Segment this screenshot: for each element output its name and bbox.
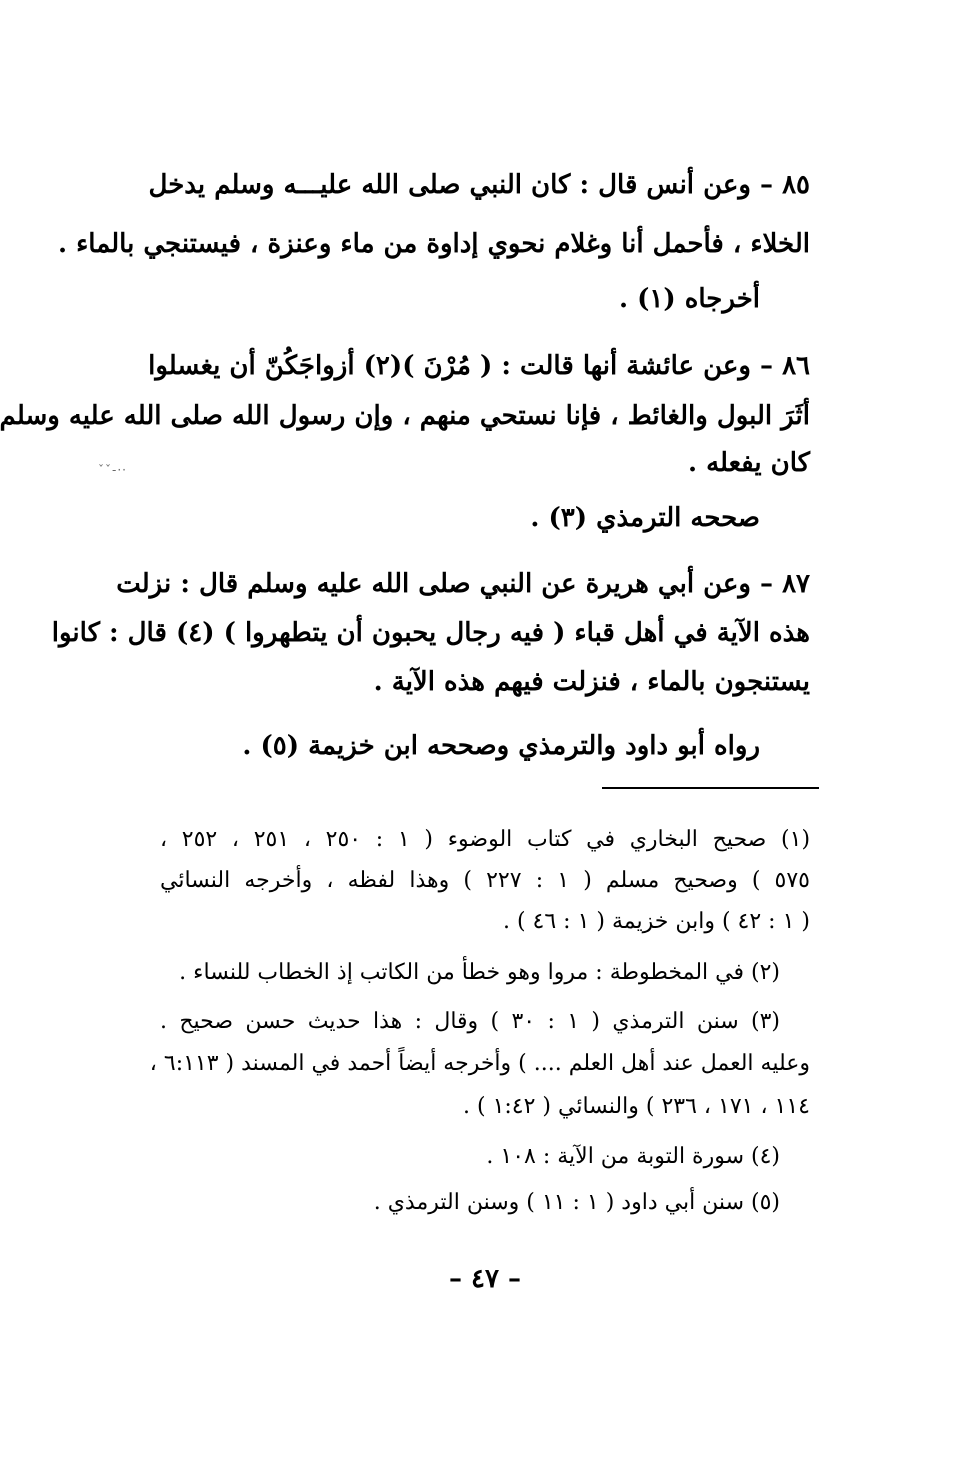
- footnote-3-line-3: ١١٤ ، ١٧١ ، ٢٣٦ ) والنسائي ( ١:٤٢ ) .: [463, 1094, 810, 1119]
- scan-artifact-mark: ··‑ˇˇ: [98, 463, 127, 477]
- hadith-87-line-3: يستنجون بالماء ، فنزلت فيهم هذه الآية .: [373, 667, 810, 697]
- footnote-1-line-3: ( ١ : ٤٢ ) وابن خزيمة ( ١ : ٤٦ ) .: [502, 909, 810, 934]
- hadith-87-line-1: ٨٧ – وعن أبي هريرة عن النبي صلى الله عليه وسلم قال : نزلت: [116, 569, 810, 599]
- hadith-86-line-1: ٨٦ – وعن عائشة أنها قالت : ( مُرْنَ )(٢) أزواجَكُنّ أن يغسلوا: [148, 351, 810, 381]
- footnote-separator: [602, 787, 819, 789]
- footnote-1-line-2: ٥٧٥ ) وصحيح مسلم ( ١ : ٢٢٧ ) وهذا لفظه ، وأخرجه النسائي: [160, 868, 810, 893]
- hadith-86-line-2: أثَرَ البول والغائط ، فإنا نستحي منهم ، وإن رسول الله صلى الله عليه وسلم: [0, 401, 810, 431]
- page-number: – ٤٧ –: [448, 1264, 522, 1294]
- footnote-3-line-2: وعليه العمل عند أهل العلم .... ) وأخرجه أيضاً أحمد في المسند ( ٦:١١٣ ،: [149, 1051, 810, 1076]
- footnote-2-line-1: (٢) في المخطوطة : مروا وهو خطأ من الكاتب إذ الخطاب للنساء .: [179, 960, 780, 985]
- hadith-86-source: صححه الترمذي (٣) .: [530, 503, 760, 533]
- footnote-5-line-1: (٥) سنن أبي داود ( ١ : ١١ ) وسنن الترمذي .: [373, 1190, 780, 1215]
- hadith-86-line-3: كان يفعله .: [687, 448, 810, 478]
- hadith-85-line-1: ٨٥ – وعن أنس قال : كان النبي صلى الله عليـــه وسلم يدخل: [148, 170, 810, 200]
- hadith-85-line-2: الخلاء ، فأحمل أنا وغلام نحوي إداوة من ماء وعنزة ، فيستنجي بالماء .: [57, 229, 810, 259]
- hadith-87-line-2: هذه الآية في أهل قباء ( فيه رجال يحبون أن يتطهروا ) (٤) قال : كانوا: [51, 618, 810, 648]
- footnote-3-line-1: (٣) سنن الترمذي ( ١ : ٣٠ ) وقال : هذا حديث حسن صحيح .: [160, 1009, 780, 1034]
- footnote-1-line-1: (١) صحيح البخاري في كتاب الوضوء ( ١ : ٢٥٠ ، ٢٥١ ، ٢٥٢ ،: [160, 827, 811, 852]
- hadith-87-source: رواه أبو داود والترمذي وصححه ابن خزيمة (٥) .: [242, 731, 760, 761]
- footnote-4-line-1: (٤) سورة التوبة من الآية : ١٠٨ .: [486, 1144, 780, 1169]
- hadith-85-source: أخرجاه (١) .: [619, 284, 760, 314]
